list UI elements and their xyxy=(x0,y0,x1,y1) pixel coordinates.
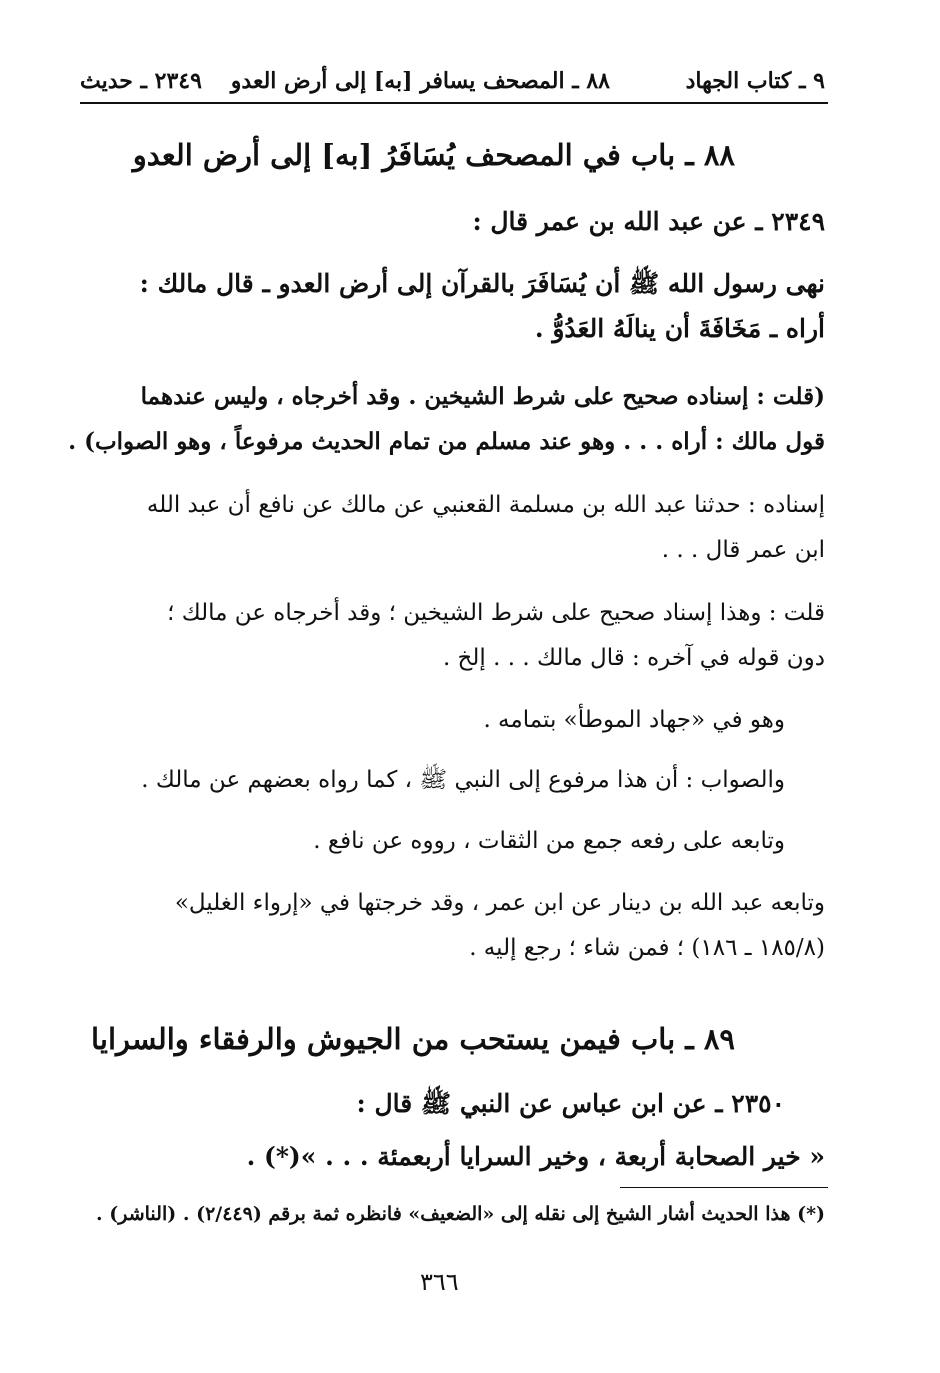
header-rule xyxy=(80,102,828,104)
footnote-rule xyxy=(620,1187,828,1188)
hadith-2350-heading: ٢٣٥٠ ـ عن ابن عباس عن النبي ﷺ قال : xyxy=(356,1089,785,1118)
header-chapter-title: ٨٨ ـ المصحف يسافر [به] إلى أرض العدو xyxy=(230,68,610,94)
isnad-line-1: إسناده : حدثنا عبد الله بن مسلمة القعنبي عن مالك عن نافع أن عبد الله xyxy=(146,492,825,518)
comment-2-line-2: دون قوله في آخره : قال مالك . . . إلخ . xyxy=(442,645,825,671)
comment-3: وهو في «جهاد الموطأ» بتمامه . xyxy=(483,707,785,733)
comment-5: وتابعه على رفعه جمع من الثقات ، رووه عن نافع . xyxy=(313,828,785,854)
footnote: (*) هذا الحديث أشار الشيخ إلى نقله إلى «الضعيف» فانظره ثمة برقم (٢/٤٤٩) . (الناشر) . xyxy=(96,1203,825,1225)
page-number: ٣٦٦ xyxy=(420,1268,459,1296)
comment-2-line-1: قلت : وهذا إسناد صحيح على شرط الشيخين ؛ وقد أخرجاه عن مالك ؛ xyxy=(167,600,825,626)
hadith-2350-text: « خير الصحابة أربعة ، وخير السرايا أربعمئة . . . »(*) . xyxy=(246,1142,825,1171)
running-header xyxy=(80,60,825,100)
comment-6-line-2: (١٨٥/٨ ـ ١٨٦) ؛ فمن شاء ؛ رجع إليه . xyxy=(469,935,825,961)
header-hadith-number: ٢٣٤٩ ـ حديث xyxy=(80,68,202,94)
hadith-2349-text-line-2: أراه ـ مَخَافَةَ أن ينالَهُ العَدُوُّ . xyxy=(534,314,825,343)
hadith-2349-text-line-1: نهى رسول الله ﷺ أن يُسَافَرَ بالقرآن إلى أرض العدو ـ قال مالك : xyxy=(139,269,825,298)
comment-6-line-1: وتابعه عبد الله بن دينار عن ابن عمر ، وقد خرجتها في «إرواء الغليل» xyxy=(174,890,825,916)
section-88-title: ٨٨ ـ باب في المصحف يُسَافَرُ [به] إلى أرض العدو xyxy=(132,138,735,172)
header-book-title: ٩ ـ كتاب الجهاد xyxy=(685,68,825,94)
comment-4: والصواب : أن هذا مرفوع إلى النبي ﷺ ، كما رواه بعضهم عن مالك . xyxy=(141,767,785,793)
section-89-title: ٨٩ ـ باب فيمن يستحب من الجيوش والرفقاء والسرايا xyxy=(91,1022,735,1056)
hadith-2349-heading: ٢٣٤٩ ـ عن عبد الله بن عمر قال : xyxy=(472,207,825,236)
comment-1-line-2: قول مالك : أراه . . . وهو عند مسلم من تمام الحديث مرفوعاً ، وهو الصواب) . xyxy=(68,428,825,455)
isnad-line-2: ابن عمر قال . . . xyxy=(661,537,825,563)
comment-1-line-1: (قلت : إسناده صحيح على شرط الشيخين . وقد أخرجاه ، وليس عندهما xyxy=(140,383,825,410)
